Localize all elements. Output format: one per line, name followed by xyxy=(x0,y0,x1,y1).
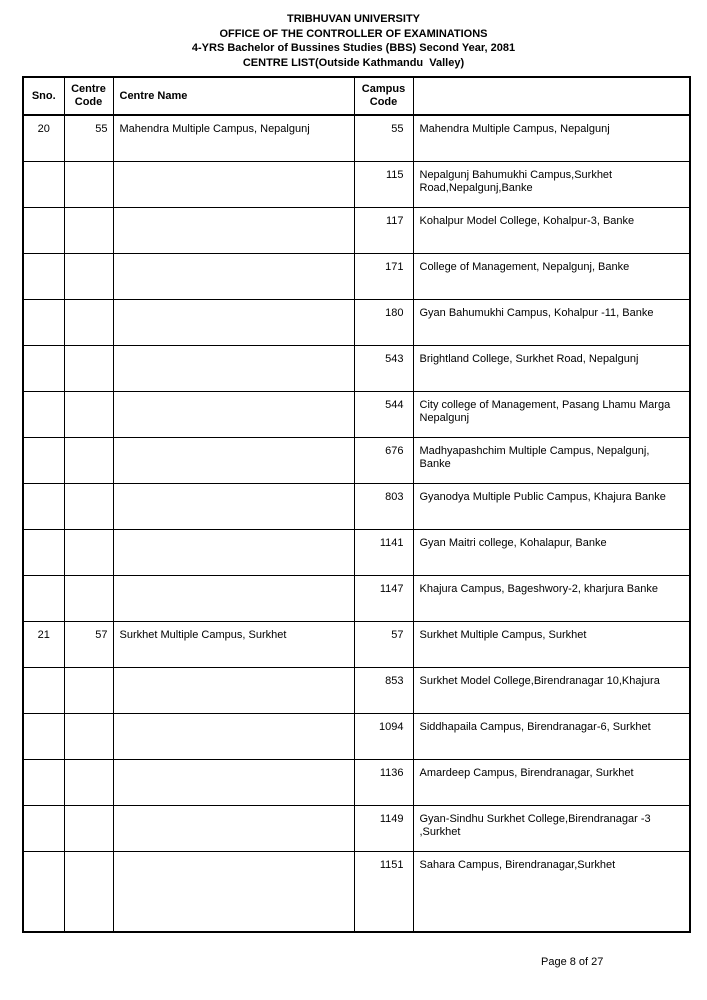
cell-centre-code xyxy=(64,207,113,253)
cell-sno xyxy=(23,345,64,391)
cell-sno xyxy=(23,253,64,299)
cell-sno xyxy=(23,391,64,437)
cell-centre-code xyxy=(64,391,113,437)
cell-sno xyxy=(23,575,64,621)
cell-centre-code: 57 xyxy=(64,621,113,667)
cell-centre-name xyxy=(113,759,354,805)
table-header-row xyxy=(23,77,690,115)
table-row xyxy=(23,207,690,253)
cell-campus-code: 1141 xyxy=(354,529,413,575)
cell-campus-name: Khajura Campus, Bageshwory-2, kharjura Banke xyxy=(413,575,690,621)
cell-sno: 20 xyxy=(23,115,64,161)
col-header-centre-code: Centre Code xyxy=(64,77,113,115)
cell-centre-name xyxy=(113,161,354,207)
cell-campus-code: 543 xyxy=(354,345,413,391)
document-header xyxy=(0,12,707,70)
cell-centre-name xyxy=(113,391,354,437)
cell-centre-name xyxy=(113,483,354,529)
centre-table-body xyxy=(23,115,690,932)
cell-sno xyxy=(23,437,64,483)
cell-campus-code: 1151 xyxy=(354,851,413,932)
table-row xyxy=(23,253,690,299)
col-header-campus-name xyxy=(413,77,690,115)
cell-campus-code: 544 xyxy=(354,391,413,437)
cell-centre-name xyxy=(113,207,354,253)
page-number: Page 8 of 27 xyxy=(541,956,604,968)
cell-centre-code xyxy=(64,759,113,805)
table-row xyxy=(23,345,690,391)
table-row xyxy=(23,621,690,667)
cell-centre-name xyxy=(113,345,354,391)
table-row xyxy=(23,299,690,345)
cell-centre-name: Mahendra Multiple Campus, Nepalgunj xyxy=(113,115,354,161)
program-title: 4-YRS Bachelor of Bussines Studies (BBS) Second Year, 2081 xyxy=(191,42,516,54)
table-row xyxy=(23,161,690,207)
cell-centre-name xyxy=(113,253,354,299)
cell-sno xyxy=(23,667,64,713)
cell-campus-code: 803 xyxy=(354,483,413,529)
cell-campus-name: Sahara Campus, Birendranagar,Surkhet xyxy=(413,851,690,932)
cell-campus-code: 180 xyxy=(354,299,413,345)
cell-campus-name: Gyan Bahumukhi Campus, Kohalpur -11, Banke xyxy=(413,299,690,345)
cell-campus-code: 853 xyxy=(354,667,413,713)
table-row xyxy=(23,667,690,713)
cell-centre-code xyxy=(64,529,113,575)
cell-campus-code: 171 xyxy=(354,253,413,299)
cell-centre-code xyxy=(64,253,113,299)
cell-centre-code xyxy=(64,713,113,759)
cell-sno xyxy=(23,161,64,207)
cell-sno xyxy=(23,299,64,345)
cell-centre-code xyxy=(64,345,113,391)
cell-centre-name xyxy=(113,713,354,759)
table-row xyxy=(23,437,690,483)
table-row xyxy=(23,115,690,161)
cell-campus-code: 1136 xyxy=(354,759,413,805)
cell-campus-name: Surkhet Model College,Birendranagar 10,Khajura xyxy=(413,667,690,713)
cell-centre-name xyxy=(113,667,354,713)
cell-centre-code xyxy=(64,851,113,932)
cell-sno xyxy=(23,805,64,851)
cell-centre-name xyxy=(113,851,354,932)
cell-centre-code xyxy=(64,667,113,713)
cell-campus-name: Siddhapaila Campus, Birendranagar-6, Surkhet xyxy=(413,713,690,759)
cell-centre-code: 55 xyxy=(64,115,113,161)
table-row xyxy=(23,851,690,932)
cell-campus-name: Gyan-Sindhu Surkhet College,Birendranagar -3 ,Surkhet xyxy=(413,805,690,851)
office-title: OFFICE OF THE CONTROLLER OF EXAMINATIONS xyxy=(219,27,488,40)
cell-centre-code xyxy=(64,575,113,621)
cell-campus-name: Nepalgunj Bahumukhi Campus,Surkhet Road,Nepalgunj,Banke xyxy=(413,161,690,207)
cell-campus-code: 57 xyxy=(354,621,413,667)
cell-centre-code xyxy=(64,805,113,851)
cell-centre-name: Surkhet Multiple Campus, Surkhet xyxy=(113,621,354,667)
cell-sno xyxy=(23,759,64,805)
table-row xyxy=(23,805,690,851)
university-title: TRIBHUVAN UNIVERSITY xyxy=(286,13,421,25)
cell-campus-name: Amardeep Campus, Birendranagar, Surkhet xyxy=(413,759,690,805)
table-row xyxy=(23,713,690,759)
table-row xyxy=(23,483,690,529)
cell-sno xyxy=(23,713,64,759)
cell-campus-code: 115 xyxy=(354,161,413,207)
cell-campus-name: Gyan Maitri college, Kohalapur, Banke xyxy=(413,529,690,575)
table-row xyxy=(23,759,690,805)
cell-campus-name: Mahendra Multiple Campus, Nepalgunj xyxy=(413,115,690,161)
centre-list-table xyxy=(22,76,691,933)
cell-centre-name xyxy=(113,575,354,621)
cell-campus-code: 1149 xyxy=(354,805,413,851)
cell-centre-name xyxy=(113,299,354,345)
cell-campus-name: Kohalpur Model College, Kohalpur-3, Banke xyxy=(413,207,690,253)
cell-sno xyxy=(23,483,64,529)
table-row xyxy=(23,529,690,575)
cell-campus-name: Madhyapashchim Multiple Campus, Nepalgunj, Banke xyxy=(413,437,690,483)
col-header-campus-code: Campus Code xyxy=(354,77,413,115)
col-header-centre-name: Centre Name xyxy=(113,77,354,115)
cell-campus-code: 676 xyxy=(354,437,413,483)
cell-sno xyxy=(23,851,64,932)
cell-sno: 21 xyxy=(23,621,64,667)
cell-campus-code: 1094 xyxy=(354,713,413,759)
cell-centre-code xyxy=(64,299,113,345)
cell-centre-name xyxy=(113,529,354,575)
cell-centre-name xyxy=(113,805,354,851)
cell-campus-name: Gyanodya Multiple Public Campus, Khajura Banke xyxy=(413,483,690,529)
cell-centre-name xyxy=(113,437,354,483)
cell-campus-code: 1147 xyxy=(354,575,413,621)
cell-campus-name: College of Management, Nepalgunj, Banke xyxy=(413,253,690,299)
centre-list-title: CENTRE LIST(Outside Kathmandu Valley) xyxy=(242,56,465,69)
table-row xyxy=(23,391,690,437)
cell-campus-name: Brightland College, Surkhet Road, Nepalgunj xyxy=(413,345,690,391)
cell-sno xyxy=(23,529,64,575)
cell-centre-code xyxy=(64,437,113,483)
cell-centre-code xyxy=(64,483,113,529)
cell-centre-code xyxy=(64,161,113,207)
cell-campus-code: 117 xyxy=(354,207,413,253)
cell-campus-name: Surkhet Multiple Campus, Surkhet xyxy=(413,621,690,667)
table-row xyxy=(23,575,690,621)
cell-sno xyxy=(23,207,64,253)
cell-campus-code: 55 xyxy=(354,115,413,161)
cell-campus-name: City college of Management, Pasang Lhamu Marga Nepalgunj xyxy=(413,391,690,437)
col-header-sno: Sno. xyxy=(23,77,64,115)
